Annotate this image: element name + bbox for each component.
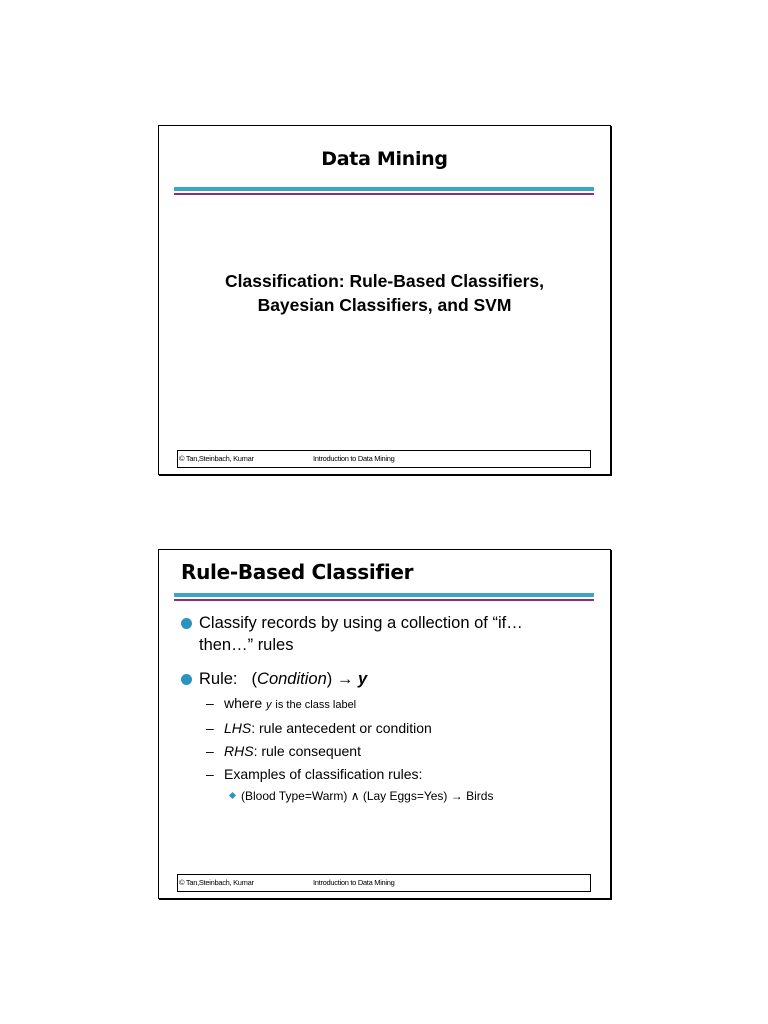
rule-open-paren: ( <box>251 670 258 688</box>
footer-copyright: © Tan,Steinbach, Kumar <box>179 454 254 463</box>
footer-course: Introduction to Data Mining <box>313 454 395 463</box>
rule-arrow: → <box>336 670 354 688</box>
footer-copyright: © Tan,Steinbach, Kumar <box>179 878 254 887</box>
lhs-rest: : rule antecedent or condition <box>251 720 432 736</box>
rule-y: y <box>357 670 368 688</box>
bullet-classify-line-2: then…” rules <box>199 636 294 654</box>
diamond-bullet-icon <box>229 792 236 799</box>
bullet-dot-icon <box>181 674 192 685</box>
title-band-top <box>174 187 594 191</box>
dash: – <box>206 720 214 736</box>
dash: – <box>206 766 214 782</box>
dash: – <box>206 743 214 759</box>
example-rule-text: (Blood Type=Warm) ∧ (Lay Eggs=Yes) → Birds <box>241 789 494 803</box>
slide-2-title: Rule-Based Classifier <box>181 560 414 584</box>
slide-2-footer <box>177 874 591 892</box>
where-text: where <box>224 695 263 711</box>
sub-bullet-examples <box>181 764 591 784</box>
title-band-bottom <box>174 599 594 601</box>
bullet-classify <box>181 612 591 656</box>
bullet-list <box>181 612 591 805</box>
title-band-top <box>174 593 594 597</box>
rule-label: Rule: <box>199 670 238 688</box>
rhs-term: RHS <box>224 743 254 759</box>
slide-2 <box>158 549 611 899</box>
rule-condition: Condition <box>257 670 327 688</box>
sub-bullet-where <box>181 693 591 715</box>
slide-1 <box>158 125 611 475</box>
title-band-bottom <box>174 193 594 195</box>
bullet-classify-line-1: Classify records by using a collection of “if… <box>199 614 523 632</box>
examples-text: Examples of classification rules: <box>224 766 423 782</box>
slide-1-title: Data Mining <box>321 148 448 170</box>
footer-course: Introduction to Data Mining <box>313 878 395 887</box>
subtitle-line-2: Bayesian Classifiers, and SVM <box>257 295 512 315</box>
where-rest: is the class label <box>275 699 357 711</box>
example-rule <box>181 787 591 805</box>
slide-1-footer <box>177 450 591 468</box>
where-y: y <box>266 699 272 711</box>
rule-close-paren: ) <box>326 670 333 688</box>
bullet-rule <box>181 668 591 690</box>
subtitle-line-1: Classification: Rule-Based Classifiers, <box>225 271 544 291</box>
lhs-term: LHS <box>224 720 252 736</box>
sub-bullet-lhs <box>181 718 591 738</box>
sub-bullet-rhs <box>181 741 591 761</box>
bullet-dot-icon <box>181 618 192 629</box>
dash: – <box>206 695 214 711</box>
slide-1-subtitle <box>159 269 610 317</box>
rhs-rest: : rule consequent <box>253 743 361 759</box>
